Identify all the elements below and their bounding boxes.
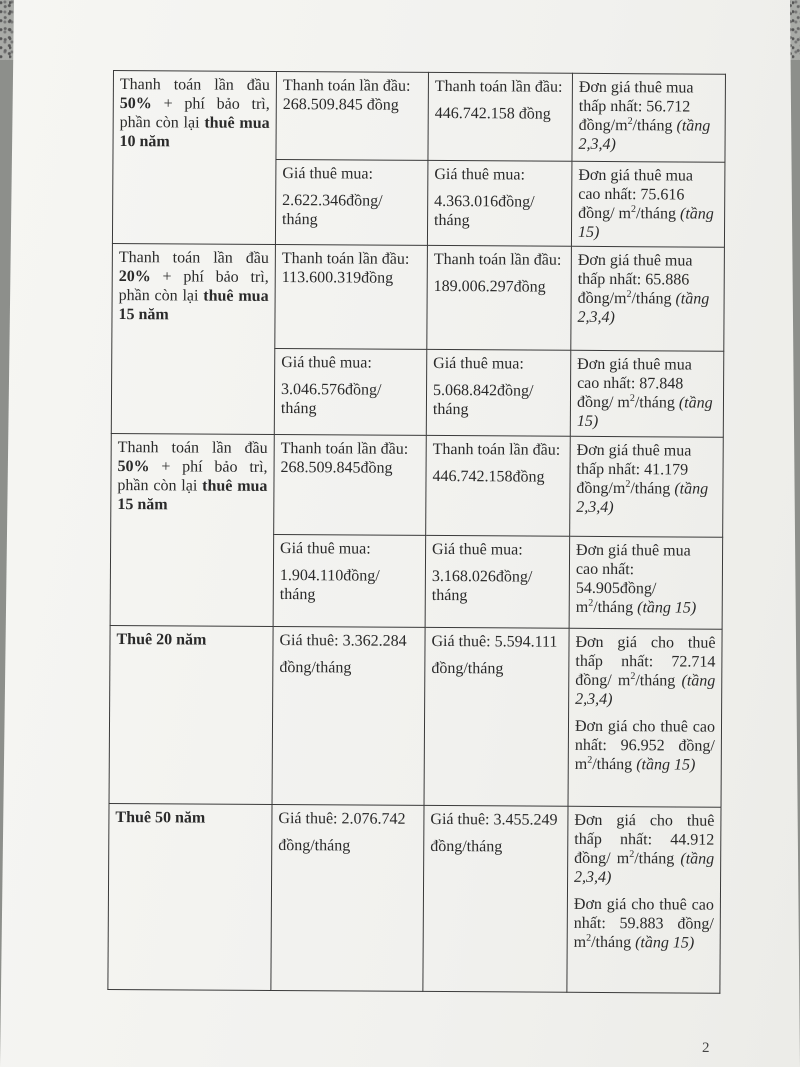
table-row — [112, 243, 725, 351]
table-cell: Giá thuê mua: 3.168.026đồng/ tháng — [425, 535, 570, 628]
table-row — [113, 71, 726, 163]
table-cell: Giá thuê mua: 1.904.110đồng/ tháng — [273, 534, 426, 627]
table-cell: Giá thuê mua: 3.046.576đồng/ tháng — [274, 348, 427, 435]
table-cell: Giá thuê mua: 4.363.016đồng/ tháng — [427, 160, 572, 246]
table-cell: Thanh toán lần đầu: 189.006.297đồng — [427, 245, 572, 350]
table-cell: Đơn giá cho thuê thấp nhất: 72.714 đồng/ $m^2$/tháng (tầng 2,3,4) Đơn giá cho thuê cao nhất: 96.952 đồng/ $m^2$/tháng (tầng 15) — [568, 628, 722, 807]
table-cell: Đơn giá thuê mua thấp nhất: 41.179 đồng/$m^2$/tháng (tầng 2,3,4) — [570, 436, 724, 537]
table-cell: Đơn giá thuê mua cao nhất: 75.616 đồng/ $m^2$/tháng (tầng 15) — [571, 161, 725, 247]
table-cell: Thanh toán lần đầu: 446.742.158đồng — [426, 435, 571, 536]
table-cell: Giá thuê: 5.594.111 đồng/tháng — [424, 627, 569, 806]
table-cell: Đơn giá thuê mua cao nhất: 54.905đồng/ $m^2$/tháng (tầng 15) — [569, 536, 723, 629]
table-cell: Thanh toán lần đầu: 446.742.158 đồng — [428, 72, 573, 161]
table-cell: Giá thuê: 3.362.284 đồng/tháng — [272, 626, 425, 805]
table-cell: Giá thuê: 3.455.249 đồng/tháng — [423, 805, 568, 992]
page-number: 2 — [702, 1040, 710, 1056]
table-row — [108, 803, 721, 993]
table-cell: Giá thuê mua: 2.622.346đồng/ tháng — [275, 159, 428, 245]
table-cell: Giá thuê: 2.076.742 đồng/tháng — [271, 804, 424, 991]
table-cell: Giá thuê mua: 5.068.842đồng/ tháng — [426, 349, 571, 436]
table-cell: Đơn giá thuê mua thấp nhất: 65.886 đồng/$m^2$/tháng (tầng 2,3,4) — [571, 246, 725, 351]
table-cell: Đơn giá cho thuê thấp nhất: 44.912 đồng/ $m^2$/tháng (tầng 2,3,4) Đơn giá cho thuê cao nhất: 59.883 đồng/ $m^2$/tháng (tầng 15) — [567, 806, 721, 993]
table-cell: Thanh toán lần đầu: 113.600.319đồng — [275, 244, 428, 349]
pricing-table — [107, 70, 726, 994]
table-row — [111, 433, 724, 537]
option-label-cell: Thuê 20 năm — [109, 625, 273, 804]
option-label-cell: Thanh toán lần đầu 50% + phí bảo trì, phần còn lại thuê mua 15 năm — [110, 433, 274, 626]
table-row — [109, 625, 722, 807]
table-cell: Đơn giá thuê mua thấp nhất: 56.712 đồng/$m^2$/tháng (tầng 2,3,4) — [572, 73, 726, 162]
option-label-cell: Thanh toán lần đầu 20% + phí bảo trì, phần còn lại thuê mua 15 năm — [111, 243, 275, 434]
option-label-cell: Thuê 50 năm — [108, 803, 272, 990]
table-cell: Đơn giá thuê mua cao nhất: 87.848 đồng/ $m^2$/tháng (tầng 15) — [570, 350, 724, 437]
table-cell: Thanh toán lần đầu: 268.509.845đồng — [274, 434, 427, 535]
table-cell: Thanh toán lần đầu: 268.509.845 đồng — [276, 71, 429, 160]
option-label-cell: Thanh toán lần đầu 50% + phí bảo trì, phần còn lại thuê mua 10 năm — [112, 71, 276, 245]
